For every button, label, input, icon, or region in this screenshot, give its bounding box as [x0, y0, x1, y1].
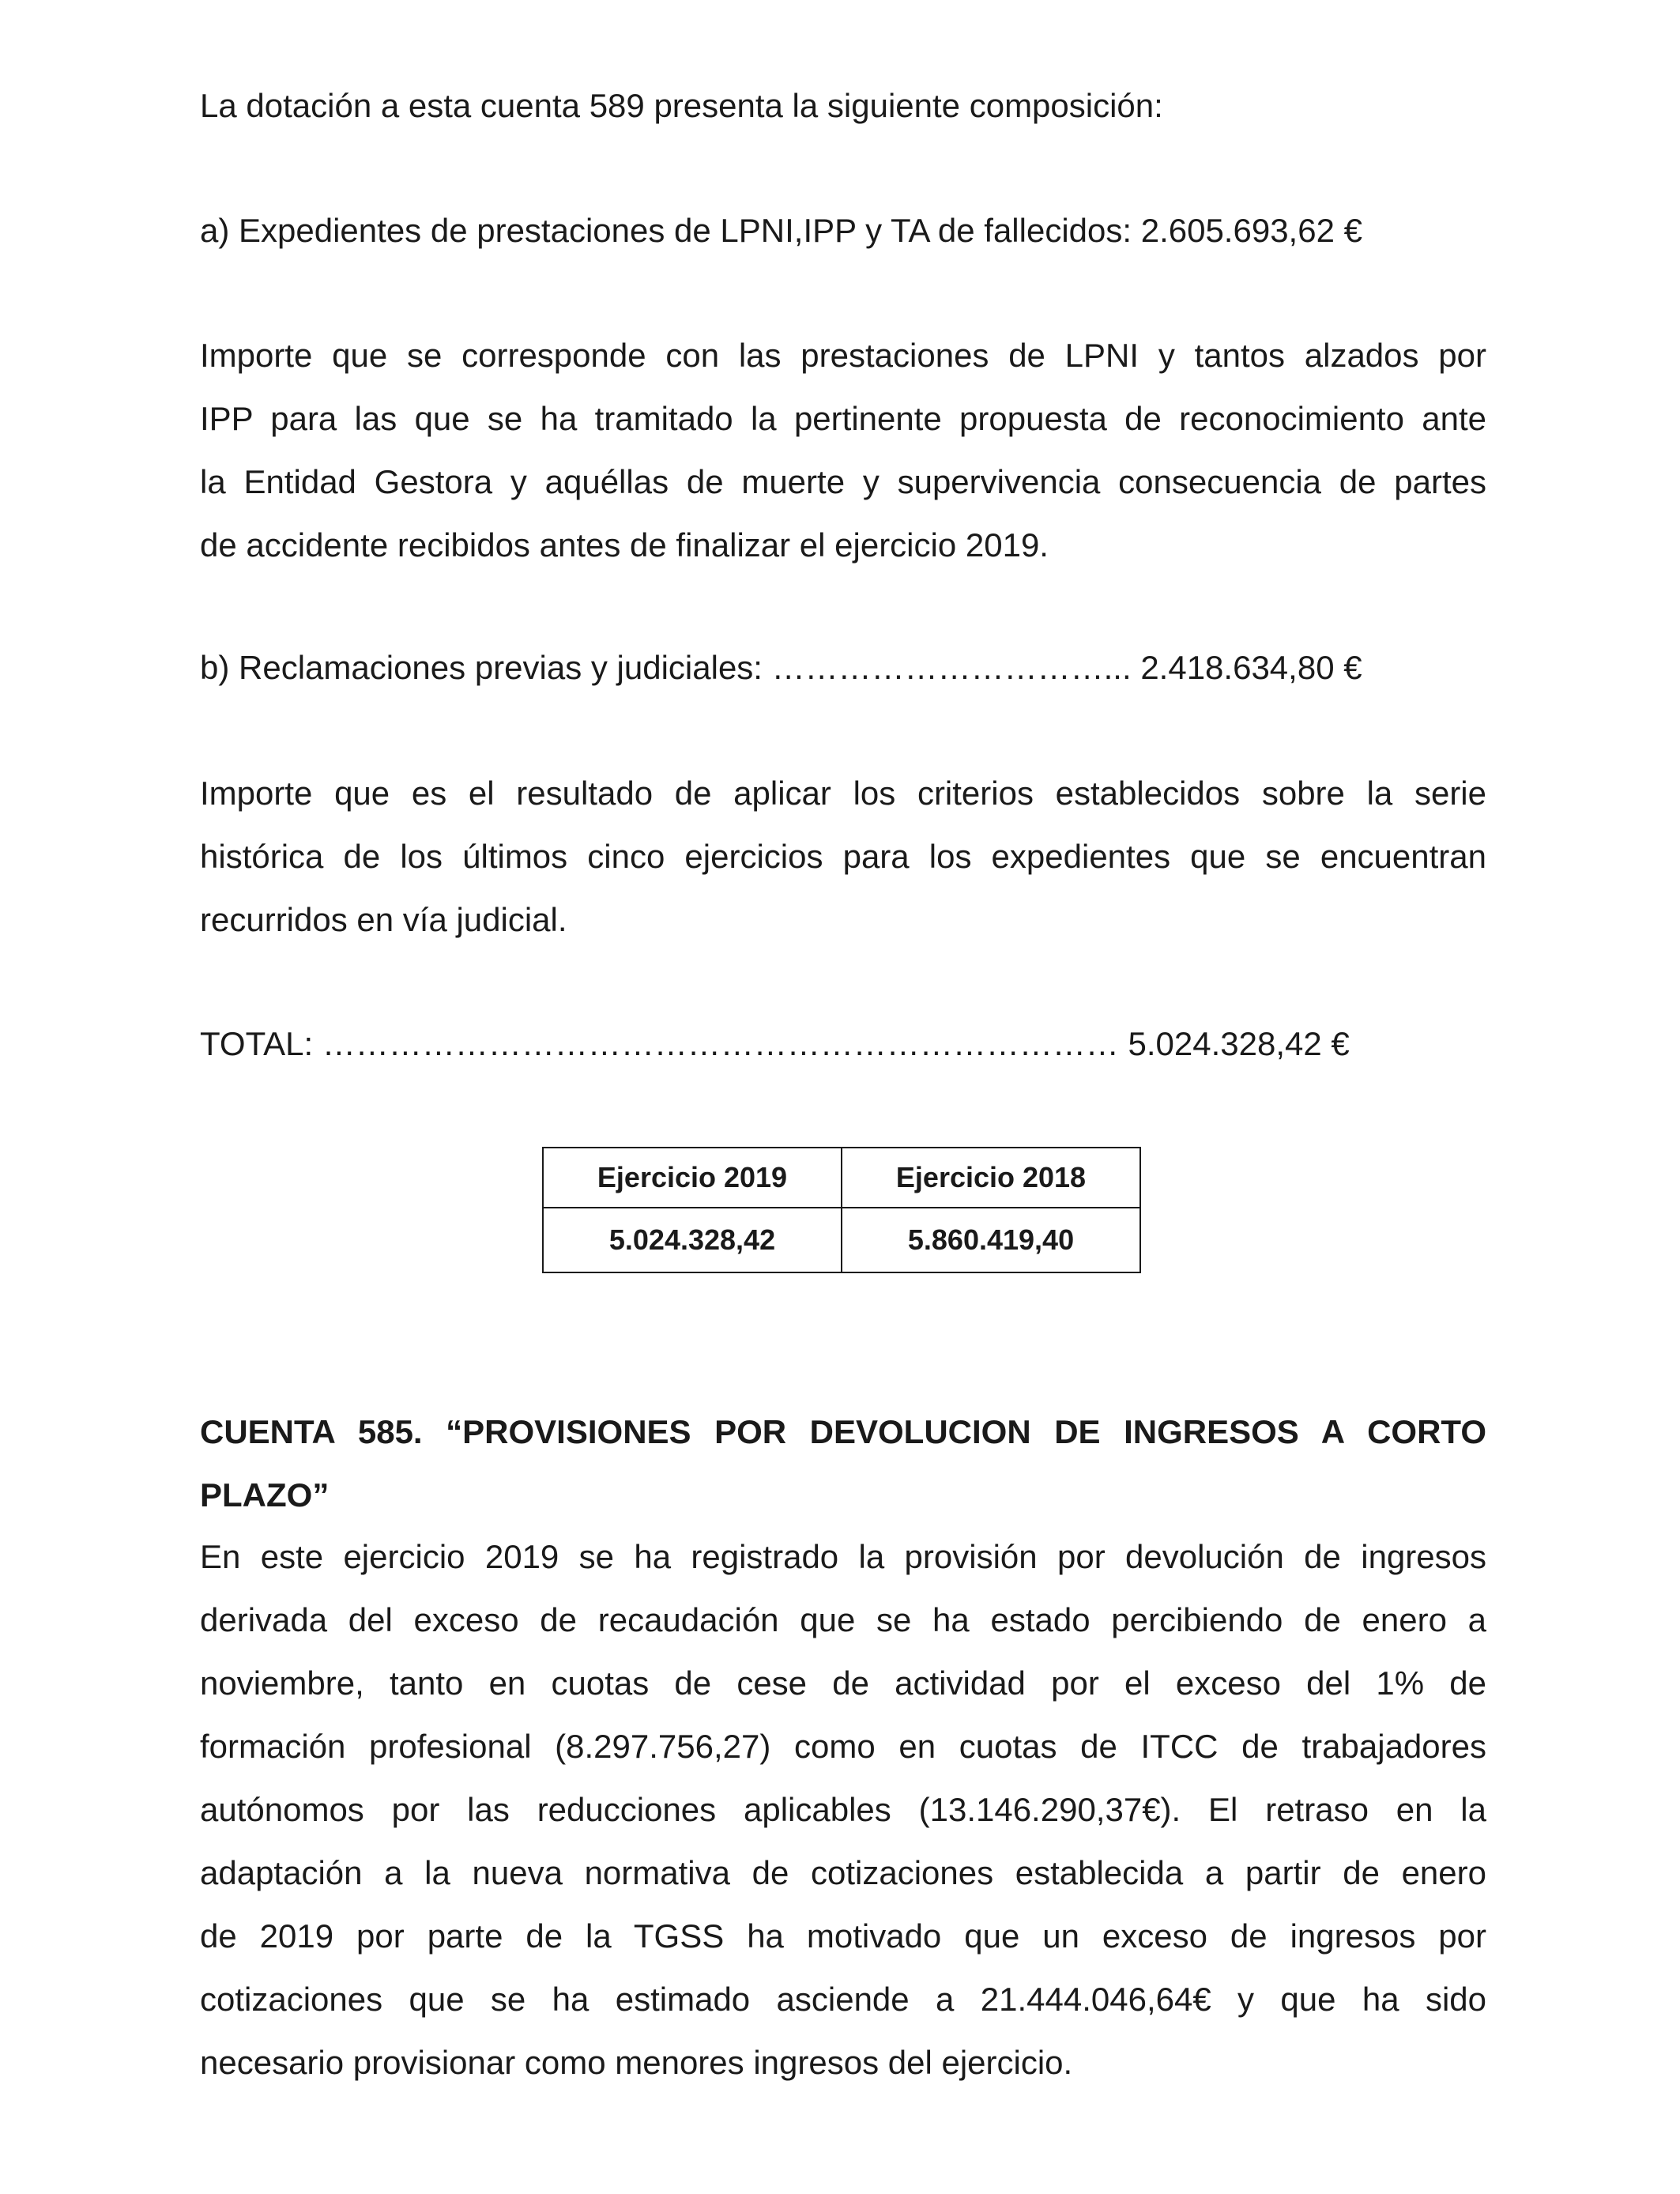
heading-line: PLAZO” — [200, 1476, 330, 1514]
section-585-heading — [200, 1400, 1486, 1527]
table-header-row — [543, 1148, 1140, 1208]
item-b-label: b) Reclamaciones previas y judiciales: …………………………... 2.418.634,80 € — [200, 649, 1362, 686]
body-line: adaptación a la nueva normativa de cotizaciones establecida a partir de enero — [200, 1854, 1486, 1891]
table-header-cell: Ejercicio 2019 — [543, 1148, 842, 1208]
item-a-line: de accidente recibidos antes de finalizar el ejercicio 2019. — [200, 526, 1049, 564]
intro-text: La dotación a esta cuenta 589 presenta la siguiente composición: — [200, 87, 1163, 124]
item-a-label: a) Expedientes de prestaciones de LPNI,IPP y TA de fallecidos: 2.605.693,62 € — [200, 212, 1362, 249]
body-line: de 2019 por parte de la TGSS ha motivado que un exceso de ingresos por — [200, 1917, 1486, 1955]
item-a-description — [200, 324, 1486, 577]
body-line: En este ejercicio 2019 se ha registrado la provisión por devolución de ingresos — [200, 1538, 1486, 1575]
body-line: autónomos por las reducciones aplicables (13.146.290,37€). El retraso en la — [200, 1791, 1486, 1828]
table-header-cell: Ejercicio 2018 — [842, 1148, 1140, 1208]
section-585-body — [200, 1525, 1486, 2094]
body-line: derivada del exceso de recaudación que se ha estado percibiendo de enero a — [200, 1601, 1486, 1638]
heading-line: CUENTA 585. “PROVISIONES POR DEVOLUCION DE INGRESOS A CORTO — [200, 1413, 1486, 1450]
body-line: formación profesional (8.297.756,27) como en cuotas de ITCC de trabajadores — [200, 1728, 1486, 1765]
item-b-description — [200, 762, 1486, 952]
item-a-line: IPP para las que se ha tramitado la pertinente propuesta de reconocimiento ante — [200, 400, 1486, 437]
table-cell: 5.860.419,40 — [842, 1208, 1140, 1272]
item-b-line: histórica de los últimos cinco ejercicios para los expedientes que se encuentran — [200, 838, 1486, 875]
body-line: cotizaciones que se ha estimado asciende a 21.444.046,64€ y que ha sido — [200, 1981, 1486, 2018]
body-line: noviembre, tanto en cuotas de cese de actividad por el exceso del 1% de — [200, 1664, 1486, 1702]
item-a-line: la Entidad Gestora y aquéllas de muerte y supervivencia consecuencia de partes — [200, 463, 1486, 500]
item-b-line: recurridos en vía judicial. — [200, 901, 567, 938]
summary-table — [542, 1147, 1141, 1273]
item-a-line: Importe que se corresponde con las prestaciones de LPNI y tantos alzados por — [200, 337, 1486, 374]
body-line: necesario provisionar como menores ingresos del ejercicio. — [200, 2044, 1073, 2081]
table-row — [543, 1208, 1140, 1272]
table-cell: 5.024.328,42 — [543, 1208, 842, 1272]
item-b-line: Importe que es el resultado de aplicar los criterios establecidos sobre la serie — [200, 775, 1486, 812]
total-line: TOTAL: ……………………………………………………………… 5.024.328,42 € — [200, 1025, 1350, 1062]
